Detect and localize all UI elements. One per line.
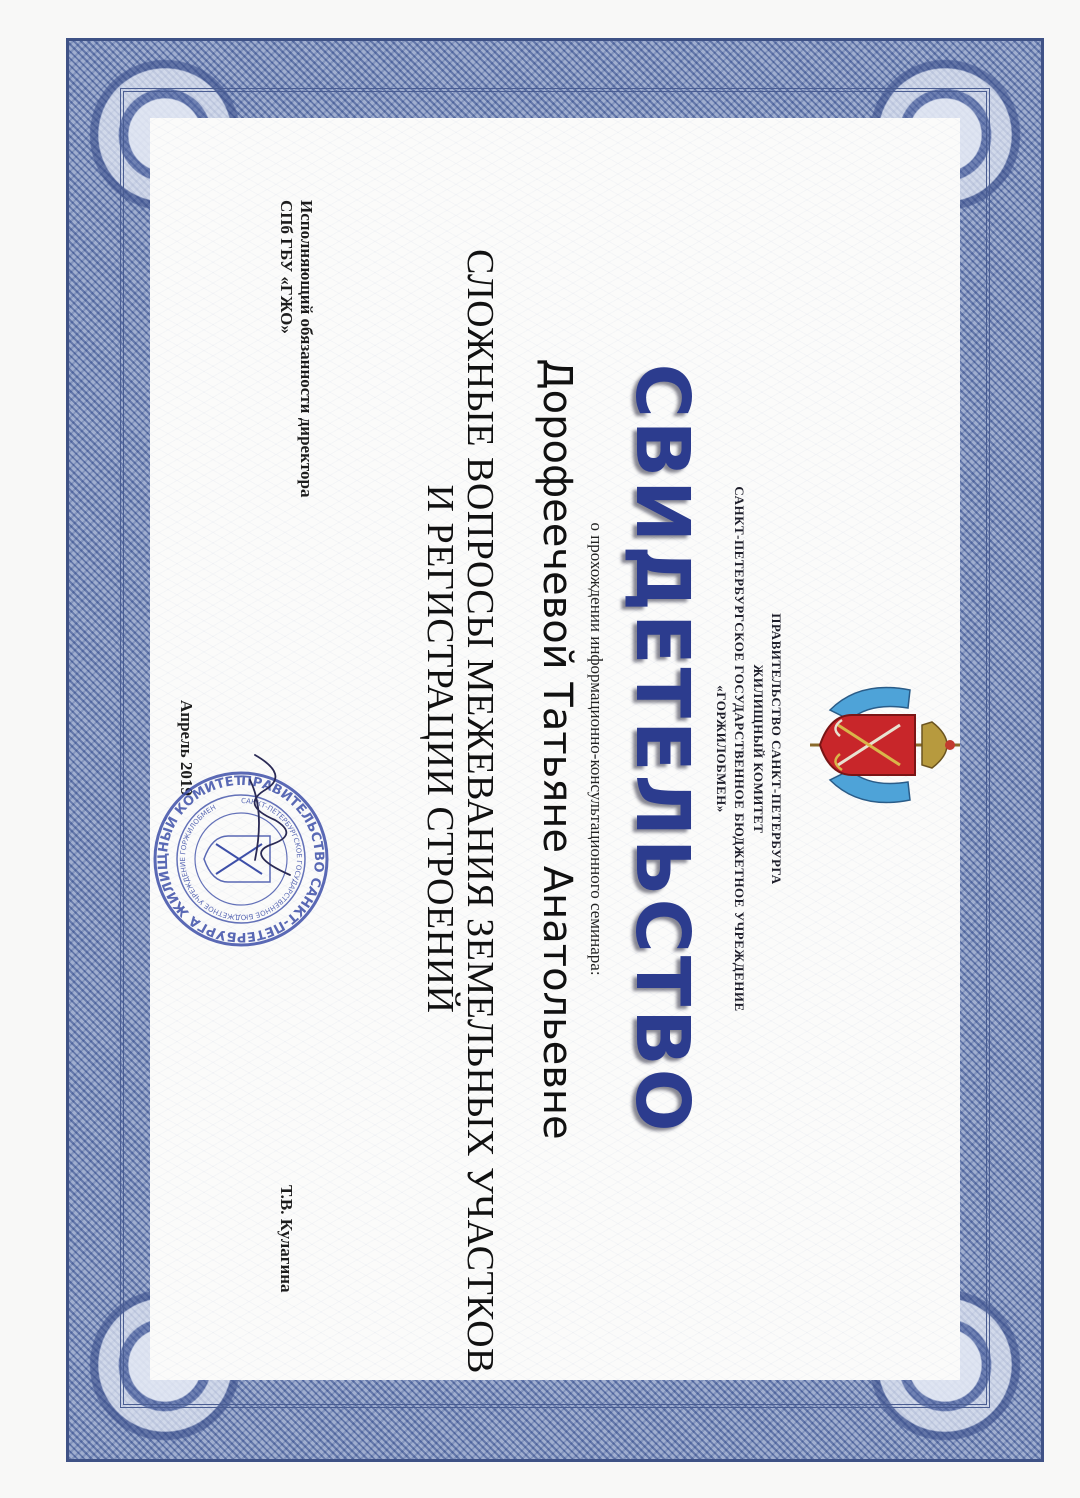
certificate-title: СВИДЕТЕЛЬСТВО (619, 363, 705, 1135)
signer-position: Исполняющий обязанности директора (297, 200, 316, 498)
header-institution: САНКТ-ПЕТЕРБУРГСКОЕ ГОСУДАРСТВЕННОЕ БЮДЖЕТНОЕ УЧРЕЖДЕНИЕ (732, 486, 747, 1012)
course-title-line2: И РЕГИСТРАЦИИ СТРОЕНИЙ (419, 484, 461, 1014)
signer-name: Т.В. Кулагина (277, 1185, 296, 1293)
header-government: ПРАВИТЕЛЬСТВО САНКТ-ПЕТЕРБУРГА (769, 613, 784, 885)
stamp-outer-text: ПРАВИТЕЛЬСТВО САНКТ-ПЕТЕРБУРГА ЖИЛИЩНЫЙ КОМИТЕТ (155, 773, 327, 945)
header-institution-name: «ГОРЖИЛОБМЕН» (714, 685, 729, 813)
certificate-subtitle: о прохождении информационно-консультационного семинара: (587, 522, 606, 976)
signer-organization: СПб ГБУ «ГЖО» (277, 200, 296, 334)
coat-of-arms-icon (800, 670, 970, 820)
issue-date: Апрель 2019 (177, 700, 196, 796)
signature-icon (230, 750, 310, 880)
header-committee: ЖИЛИЩНЫЙ КОМИТЕТ (751, 664, 766, 834)
course-title-line1: СЛОЖНЫЕ ВОПРОСЫ МЕЖЕВАНИЯ ЗЕМЕЛЬНЫХ УЧАСТКОВ (459, 249, 501, 1374)
recipient-name: Дорофеечевой Татьяне Анатольевне (534, 358, 580, 1140)
stamp-inner-text: САНКТ-ПЕТЕРБУРГСКОЕ ГОСУДАРСТВЕННОЕ БЮДЖЕТНОЕ УЧРЕЖДЕНИЕ ГОРЖИЛОБМЕН (178, 796, 304, 922)
